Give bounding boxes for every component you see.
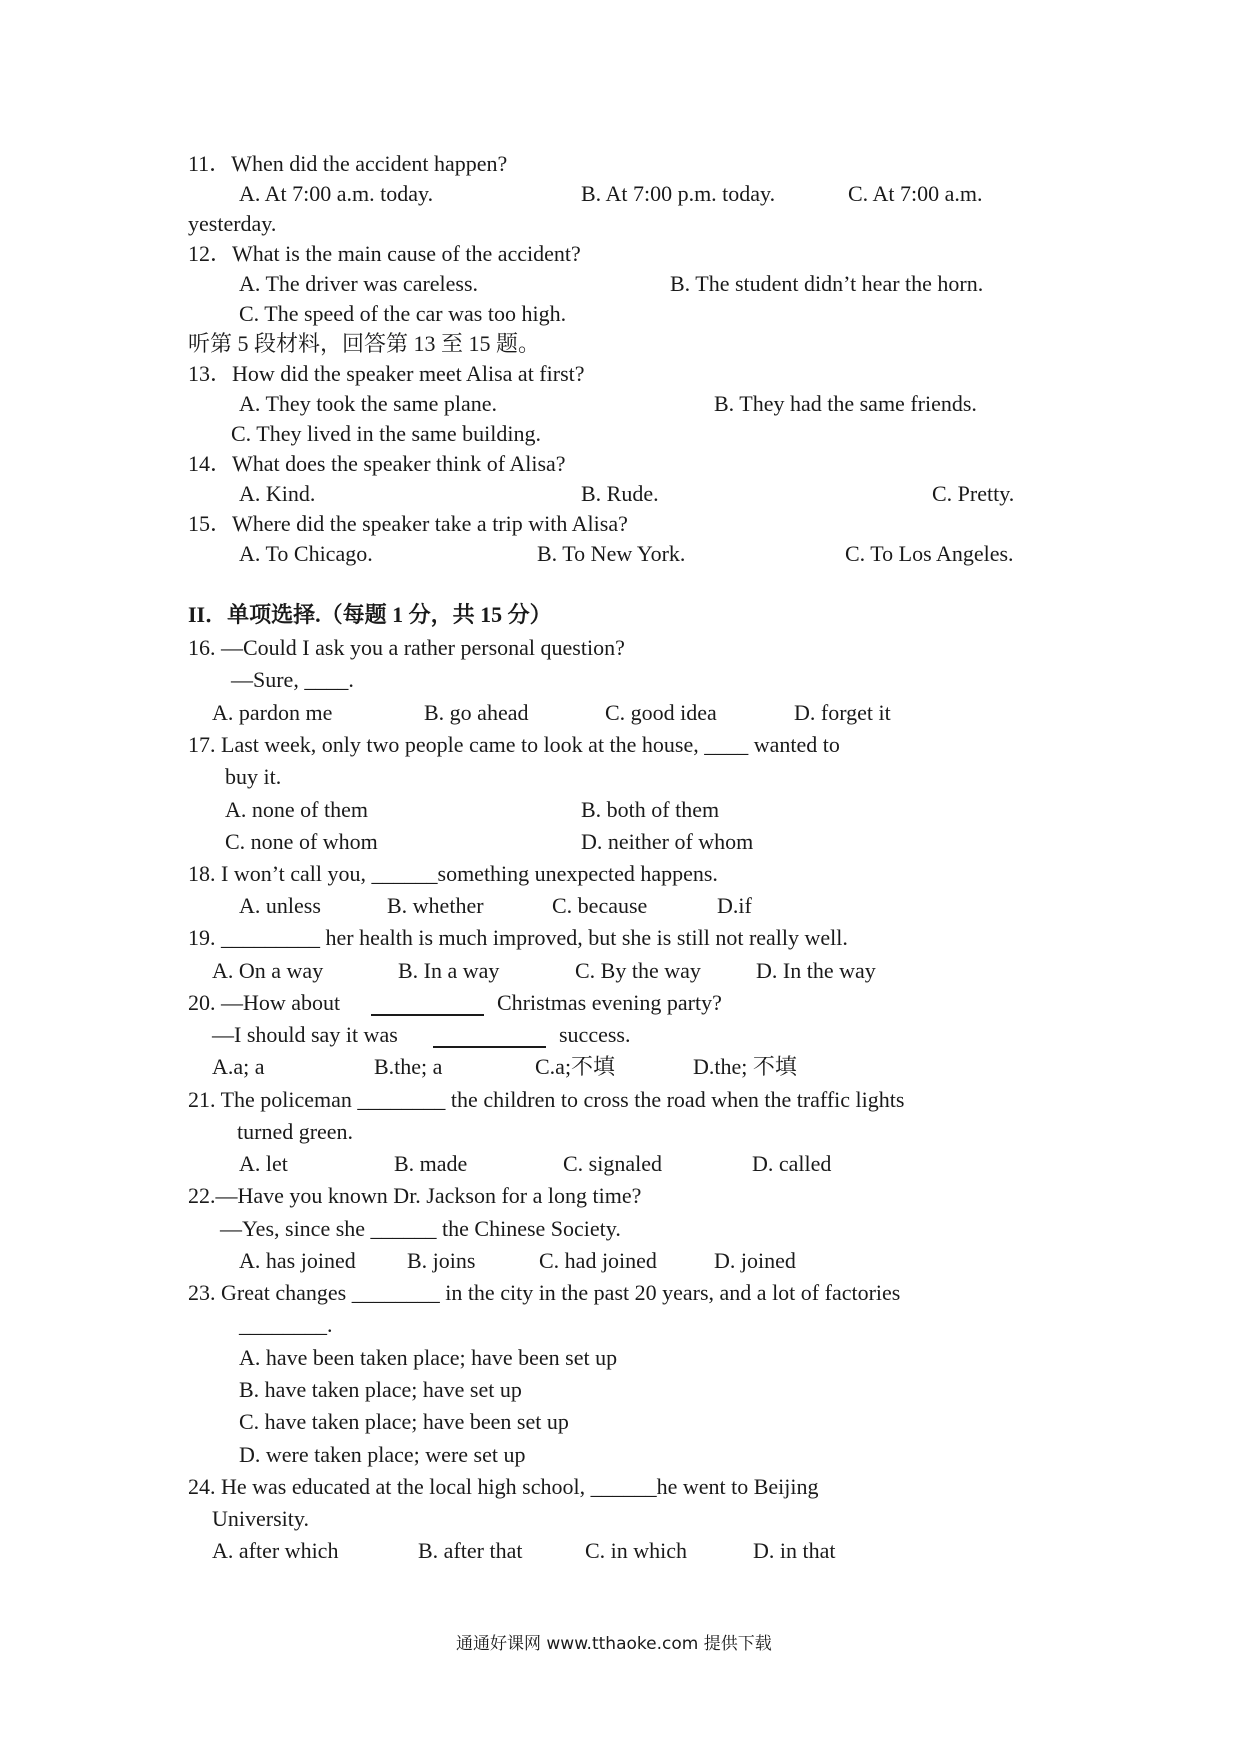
q14-option-a: A. Kind. [239, 481, 316, 506]
q18-option-a: A. unless [239, 893, 321, 918]
q17-option-b: B. both of them [581, 797, 720, 822]
q15-stem: 15．Where did the speaker take a trip with Alisa? [188, 511, 628, 536]
q24-option-b: B. after that [418, 1538, 523, 1563]
q14-option-b: B. Rude. [581, 481, 659, 506]
q20-option-c: C.a;不填 [535, 1054, 616, 1079]
q22-option-c: C. had joined [539, 1248, 657, 1273]
q11-option-a: A. At 7:00 a.m. today. [239, 181, 434, 206]
q24-option-d: D. in that [753, 1538, 836, 1563]
q23-line1: 23. Great changes ________ in the city in the past 20 years, and a lot of factories [188, 1280, 901, 1305]
section-note: 听第 5 段材料，回答第 13 至 15 题。 [188, 331, 541, 356]
q23-option-c: C. have taken place; have been set up [239, 1409, 569, 1434]
q21-line2: turned green. [237, 1119, 354, 1144]
q21-option-a: A. let [239, 1151, 288, 1176]
q24-option-a: A. after which [212, 1538, 339, 1563]
q17-line1: 17. Last week, only two people came to look at the house, ____ wanted to [188, 732, 840, 757]
q19-option-a: A. On a way [212, 958, 324, 983]
q11-option-c-cont: yesterday. [188, 211, 277, 236]
q19-line1: 19. _________ her health is much improved, but she is still not really well. [188, 925, 848, 950]
q15-option-c: C. To Los Angeles. [845, 541, 1014, 566]
q20-line1b: Christmas evening party? [497, 990, 722, 1015]
q12-option-c: C. The speed of the car was too high. [239, 301, 567, 326]
q16-option-a: A. pardon me [212, 700, 333, 725]
q15-option-a: A. To Chicago. [239, 541, 373, 566]
q23-option-b: B. have taken place; have set up [239, 1377, 522, 1402]
q14-stem: 14．What does the speaker think of Alisa? [188, 451, 566, 476]
q22-option-a: A. has joined [239, 1248, 356, 1273]
q15-option-b: B. To New York. [537, 541, 686, 566]
q24-option-c: C. in which [585, 1538, 688, 1563]
q17-option-d: D. neither of whom [581, 829, 754, 854]
q23-option-a: A. have been taken place; have been set up [239, 1345, 618, 1370]
q21-option-b: B. made [394, 1151, 468, 1176]
q14-option-c: C. Pretty. [932, 481, 1015, 506]
q20-line2a: —I should say it was [212, 1022, 398, 1047]
q12-option-b: B. The student didn’t hear the horn. [670, 271, 984, 296]
q21-option-c: C. signaled [563, 1151, 662, 1176]
q24-line2: University. [212, 1506, 309, 1531]
q13-option-c: C. They lived in the same building. [231, 421, 541, 446]
q22-line2: —Yes, since she ______ the Chinese Society. [220, 1216, 621, 1241]
q23-option-d: D. were taken place; were set up [239, 1442, 526, 1467]
q16-line2: —Sure, ____. [231, 667, 354, 692]
q17-option-c: C. none of whom [225, 829, 378, 854]
q16-line1: 16. —Could I ask you a rather personal question? [188, 635, 625, 660]
q20-blank-1 [371, 1004, 484, 1016]
q20-option-a: A.a; a [212, 1054, 265, 1079]
q18-option-b: B. whether [387, 893, 484, 918]
q12-option-a: A. The driver was careless. [239, 271, 479, 296]
q17-line2: buy it. [225, 764, 282, 789]
q23-line2: ________. [239, 1312, 333, 1337]
q13-option-a: A. They took the same plane. [239, 391, 498, 416]
q24-line1: 24. He was educated at the local high school, ______he went to Beijing [188, 1474, 819, 1499]
q11-option-c: C. At 7:00 a.m. [848, 181, 983, 206]
q16-option-c: C. good idea [605, 700, 717, 725]
q11-option-b: B. At 7:00 p.m. today. [581, 181, 776, 206]
section-heading: II．单项选择.（每题 1 分，共 15 分） [188, 602, 552, 627]
q21-line1: 21. The policeman ________ the children to cross the road when the traffic lights [188, 1087, 905, 1112]
q18-option-c: C. because [552, 893, 648, 918]
q19-option-d: D. In the way [756, 958, 876, 983]
q19-option-b: B. In a way [398, 958, 500, 983]
q22-option-b: B. joins [407, 1248, 476, 1273]
footer-text: 通通好课网 www.tthaoke.com 提供下载 [456, 1634, 772, 1654]
q21-option-d: D. called [752, 1151, 832, 1176]
q20-line2b: success. [559, 1022, 631, 1047]
q16-option-b: B. go ahead [424, 700, 529, 725]
q20-option-d: D.the; 不填 [693, 1054, 797, 1079]
q16-option-d: D. forget it [794, 700, 891, 725]
q18-line1: 18. I won’t call you, ______something unexpected happens. [188, 861, 718, 886]
q22-line1: 22.—Have you known Dr. Jackson for a long time? [188, 1183, 642, 1208]
q13-stem: 13．How did the speaker meet Alisa at first? [188, 361, 585, 386]
q19-option-c: C. By the way [575, 958, 701, 983]
q20-blank-2 [433, 1036, 546, 1048]
q20-line1a: 20. —How about [188, 990, 341, 1015]
q11-stem: 11．When did the accident happen? [188, 151, 508, 176]
q12-stem: 12．What is the main cause of the accident? [188, 241, 581, 266]
q18-option-d: D.if [717, 893, 752, 918]
q22-option-d: D. joined [714, 1248, 796, 1273]
q20-option-b: B.the; a [374, 1054, 443, 1079]
q13-option-b: B. They had the same friends. [714, 391, 977, 416]
q17-option-a: A. none of them [225, 797, 368, 822]
